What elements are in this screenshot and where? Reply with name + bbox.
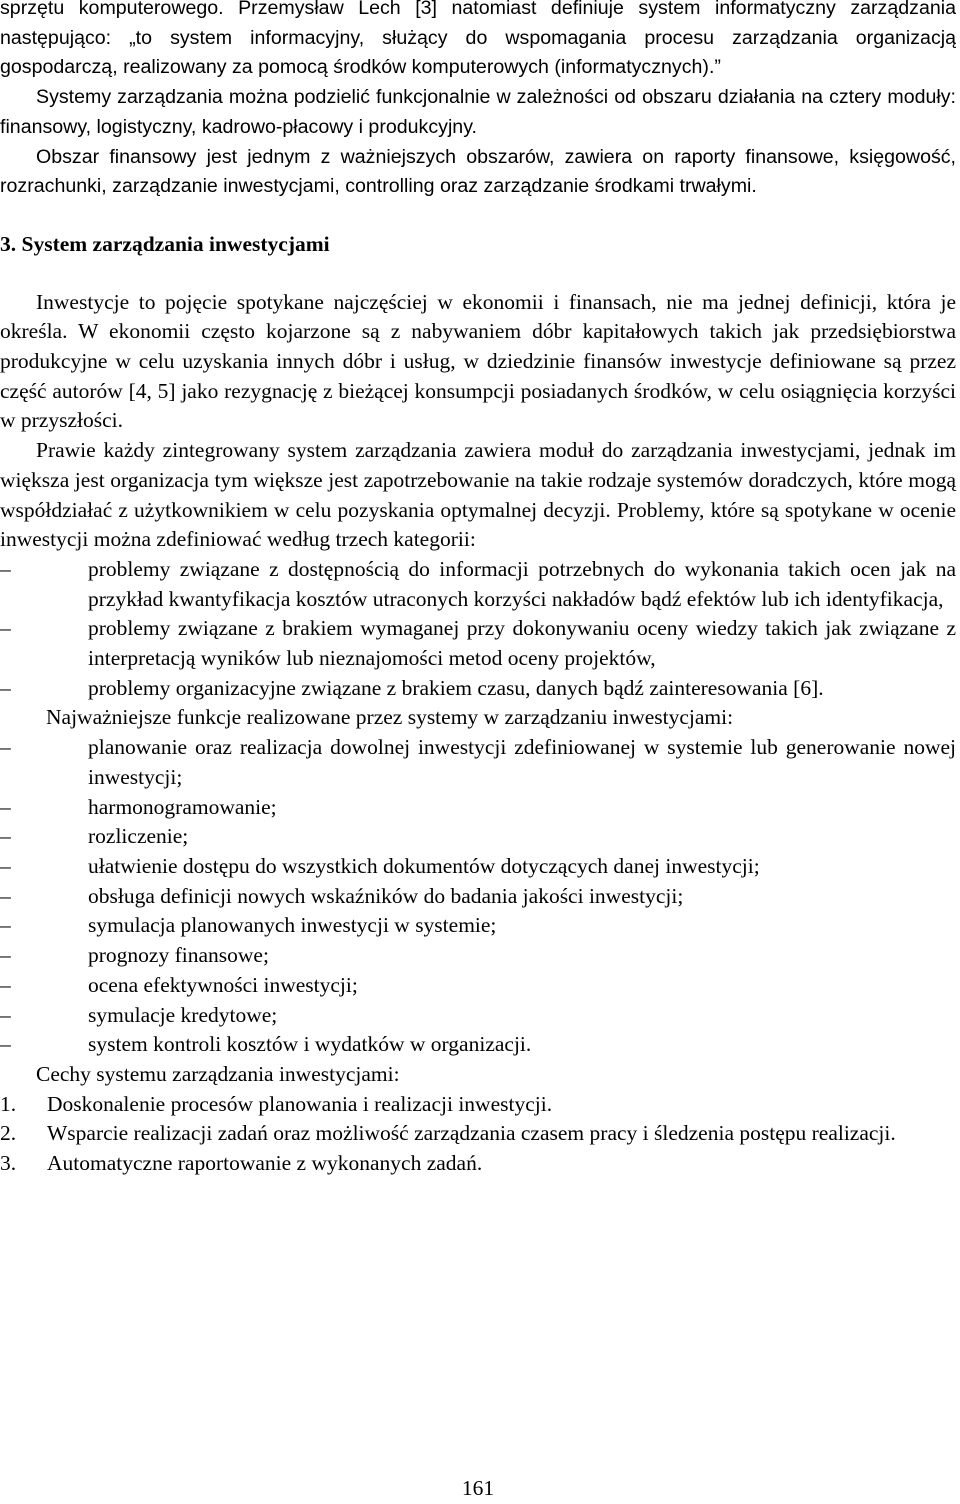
list-item: – problemy związane z dostępnością do informacji potrzebnych do wykonania takich ocen jak na przykład kwantyfikacja kosztów utraconych korzyści nakładów bądź efektów lub ich identyfikacja, [0, 556, 956, 611]
functions-list [0, 733, 956, 1060]
list-item: – symulacje kredytowe; [0, 1002, 278, 1027]
list-item: 1. Doskonalenie procesów planowania i realizacji inwestycji. [0, 1091, 553, 1116]
list-item: – prognozy finansowe; [0, 943, 269, 968]
list-item: – system kontroli kosztów i wydatków w organizacji. [0, 1032, 532, 1057]
list-item: 2. Wsparcie realizacji zadań oraz możliwość zarządzania czasem pracy i śledzenia postępu realizacji. [0, 1121, 896, 1146]
list-item: – ocena efektywności inwestycji; [0, 972, 358, 997]
modules-paragraph: Systemy zarządzania można podzielić funkcjonalnie w zależności od obszaru działania na cztery moduły: finansowy, logistyczny, kadrowo-płacowy i produkcyjny. [0, 86, 956, 138]
list-item: – problemy organizacyjne związane z brakiem czasu, danych bądź zainteresowania [6]. [0, 675, 824, 700]
section-heading: 3. System zarządzania inwestycjami [0, 231, 330, 256]
finance-paragraph: Obszar finansowy jest jednym z ważniejszych obszarów, zawiera on raporty finansowe, księgowość, rozrachunki, zarządzanie inwestycjami, controlling oraz zarządzanie środkami trwałymi. [0, 145, 956, 198]
investment-definition-paragraph: Inwestycje to pojęcie spotykane najczęściej w ekonomii i finansach, nie ma jednej definicji, która je określa. W ekonomii często kojarzone są z nabywaniem dóbr kapitałowych takich jak przedsiębiorstwa produkcyjne w celu uzyskania innych dóbr i usług, w dziedzinie finansów inwestycje definiowane są przez część autorów [4, 5] jako rezygnację z bieżącej konsumpcji posiadanych środków, w celu osiągnięcia korzyści w przyszłości. [0, 289, 956, 433]
list-item: – symulacja planowanych inwestycji w systemie; [0, 913, 497, 938]
integrated-system-paragraph: Prawie każdy zintegrowany system zarządzania zawiera moduł do zarządzania inwestycjami, jednak im większa jest organizacja tym większe jest zapotrzebowanie na takie rodzaje systemów doradczych, które mogą współdziałać z użytkownikiem w celu pozyskania optymalnej decyzji. Problemy, które są spotykane w ocenie inwestycji można zdefiniować według trzech kategorii: [0, 438, 956, 552]
features-list [0, 1090, 956, 1179]
problem-categories-list [0, 555, 956, 704]
list-item: – rozliczenie; [0, 824, 189, 849]
list-item: – planowanie oraz realizacja dowolnej inwestycji zdefiniowanej w systemie lub generowanie nowej inwestycji; [0, 735, 956, 789]
list-item: – harmonogramowanie; [0, 794, 277, 819]
list-item: – obsługa definicji nowych wskaźników do badania jakości inwestycji; [0, 883, 684, 908]
list-item: – problemy związane z brakiem wymaganej przy dokonywaniu oceny wiedzy takich jak związane z interpretacją wyników lub nieznajomości metod oceny projektów, [0, 616, 956, 671]
page-number: 161 [461, 1476, 495, 1500]
features-intro: Cechy systemu zarządzania inwestycjami: [36, 1061, 400, 1086]
intro-paragraph: sprzętu komputerowego. Przemysław Lech [3] natomiast definiuje system informatyczny zarządzania następująco: „to system informacyjny, służący do wspomagania procesu zarządzania organizacją gospodarczą, realizowany za pomocą środków komputerowych (informatycznych).” [0, 0, 956, 79]
list-item: – ułatwienie dostępu do wszystkich dokumentów dotyczących danej inwestycji; [0, 853, 760, 878]
functions-intro: Najważniejsze funkcje realizowane przez systemy w zarządzaniu inwestycjami: [46, 705, 734, 730]
list-item: 3. Automatyczne raportowanie z wykonanych zadań. [0, 1151, 483, 1176]
